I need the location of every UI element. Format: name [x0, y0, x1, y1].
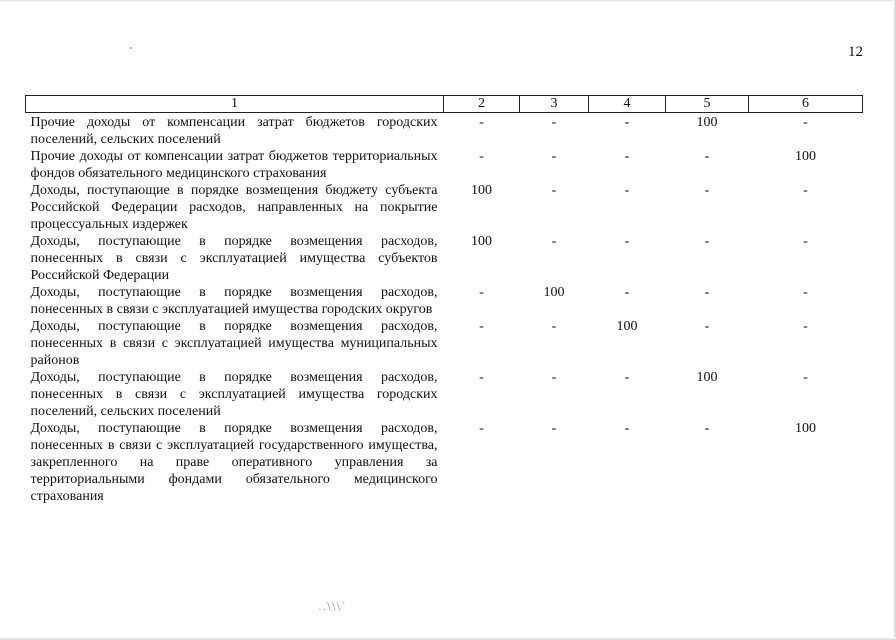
row-value-col-5: 100	[696, 115, 718, 130]
row-value-col-6: 100	[795, 149, 816, 164]
row-value-col-3: -	[551, 115, 557, 130]
row-value-col-6: -	[803, 370, 808, 385]
row-value-col-5: 100	[696, 370, 718, 385]
row-value-col-3: -	[551, 149, 557, 164]
row-value-col-3: -	[551, 370, 557, 385]
table-row	[26, 182, 863, 233]
header-row	[26, 96, 863, 113]
table-row	[26, 420, 863, 505]
scan-smudge: .․\\\`	[318, 600, 348, 613]
scan-speck	[130, 47, 132, 49]
row-value-col-5: -	[704, 421, 710, 436]
row-value-col-2: 100	[471, 234, 492, 249]
row-description: Доходы, поступающие в порядке возмещения расходов, понесенных в связи с эксплуатацией государственного имущества, закрепленного на праве оперативного управления за территориальными фондами обязательного медицинского страхования	[30, 421, 438, 504]
row-value-col-2: -	[479, 149, 484, 164]
table-header	[26, 96, 863, 113]
row-value-col-2: -	[479, 370, 484, 385]
row-description: Доходы, поступающие в порядке возмещения расходов, понесенных в связи с эксплуатацией имущества субъектов Российской Федерации	[30, 234, 438, 283]
scan-edge-top	[0, 0, 896, 2]
row-value-col-6: -	[803, 183, 808, 198]
row-value-col-4: -	[624, 115, 630, 130]
row-value-col-6: -	[803, 115, 808, 130]
row-value-col-6: -	[803, 285, 808, 300]
row-value-col-3: -	[551, 421, 557, 436]
row-value-col-6: 100	[795, 421, 816, 436]
row-value-col-2: -	[479, 285, 484, 300]
row-value-col-4: -	[624, 421, 630, 436]
header-col-6: 6	[749, 96, 863, 113]
row-value-col-4: 100	[616, 319, 638, 334]
row-value-col-4: -	[624, 183, 630, 198]
row-value-col-3: 100	[543, 285, 565, 300]
table-row	[26, 233, 863, 284]
row-value-col-2: -	[479, 421, 484, 436]
table-row	[26, 113, 863, 149]
row-value-col-6: -	[803, 319, 808, 334]
table-body	[26, 113, 863, 506]
row-value-col-5: -	[704, 319, 710, 334]
header-col-1: 1	[26, 96, 444, 113]
header-col-5: 5	[666, 96, 749, 113]
row-value-col-5: -	[704, 183, 710, 198]
table-row	[26, 369, 863, 420]
row-description: Доходы, поступающие в порядке возмещения бюджету субъекта Российской Федерации расходов, направленных на покрытие процессуальных издержек	[30, 183, 438, 232]
row-value-col-5: -	[704, 285, 710, 300]
row-description: Доходы, поступающие в порядке возмещения расходов, понесенных в связи с эксплуатацией имущества городских поселений, сельских поселений	[30, 370, 438, 419]
row-value-col-2: -	[479, 115, 484, 130]
header-col-2: 2	[444, 96, 520, 113]
row-value-col-3: -	[551, 183, 557, 198]
table-row	[26, 148, 863, 182]
row-value-col-3: -	[551, 234, 557, 249]
header-col-4: 4	[589, 96, 666, 113]
revenue-distribution-table	[25, 95, 863, 505]
row-value-col-6: -	[803, 234, 808, 249]
row-value-col-4: -	[624, 149, 630, 164]
row-value-col-4: -	[624, 285, 630, 300]
row-value-col-4: -	[624, 234, 630, 249]
page-number: 12	[848, 44, 863, 60]
row-description: Прочие доходы от компенсации затрат бюджетов городских поселений, сельских поселений	[30, 115, 438, 147]
row-value-col-5: -	[704, 149, 710, 164]
row-value-col-2: 100	[471, 183, 492, 198]
row-description: Доходы, поступающие в порядке возмещения расходов, понесенных в связи с эксплуатацией имущества муниципальных районов	[30, 319, 438, 368]
table-row	[26, 284, 863, 318]
row-value-col-5: -	[704, 234, 710, 249]
row-value-col-4: -	[624, 370, 630, 385]
header-col-3: 3	[520, 96, 589, 113]
row-description: Прочие доходы от компенсации затрат бюджетов территориальных фондов обязательного медицинского страхования	[30, 149, 438, 181]
table-row	[26, 318, 863, 369]
row-value-col-3: -	[551, 319, 557, 334]
row-value-col-2: -	[479, 319, 484, 334]
row-description: Доходы, поступающие в порядке возмещения расходов, понесенных в связи с эксплуатацией имущества городских округов	[30, 285, 438, 317]
